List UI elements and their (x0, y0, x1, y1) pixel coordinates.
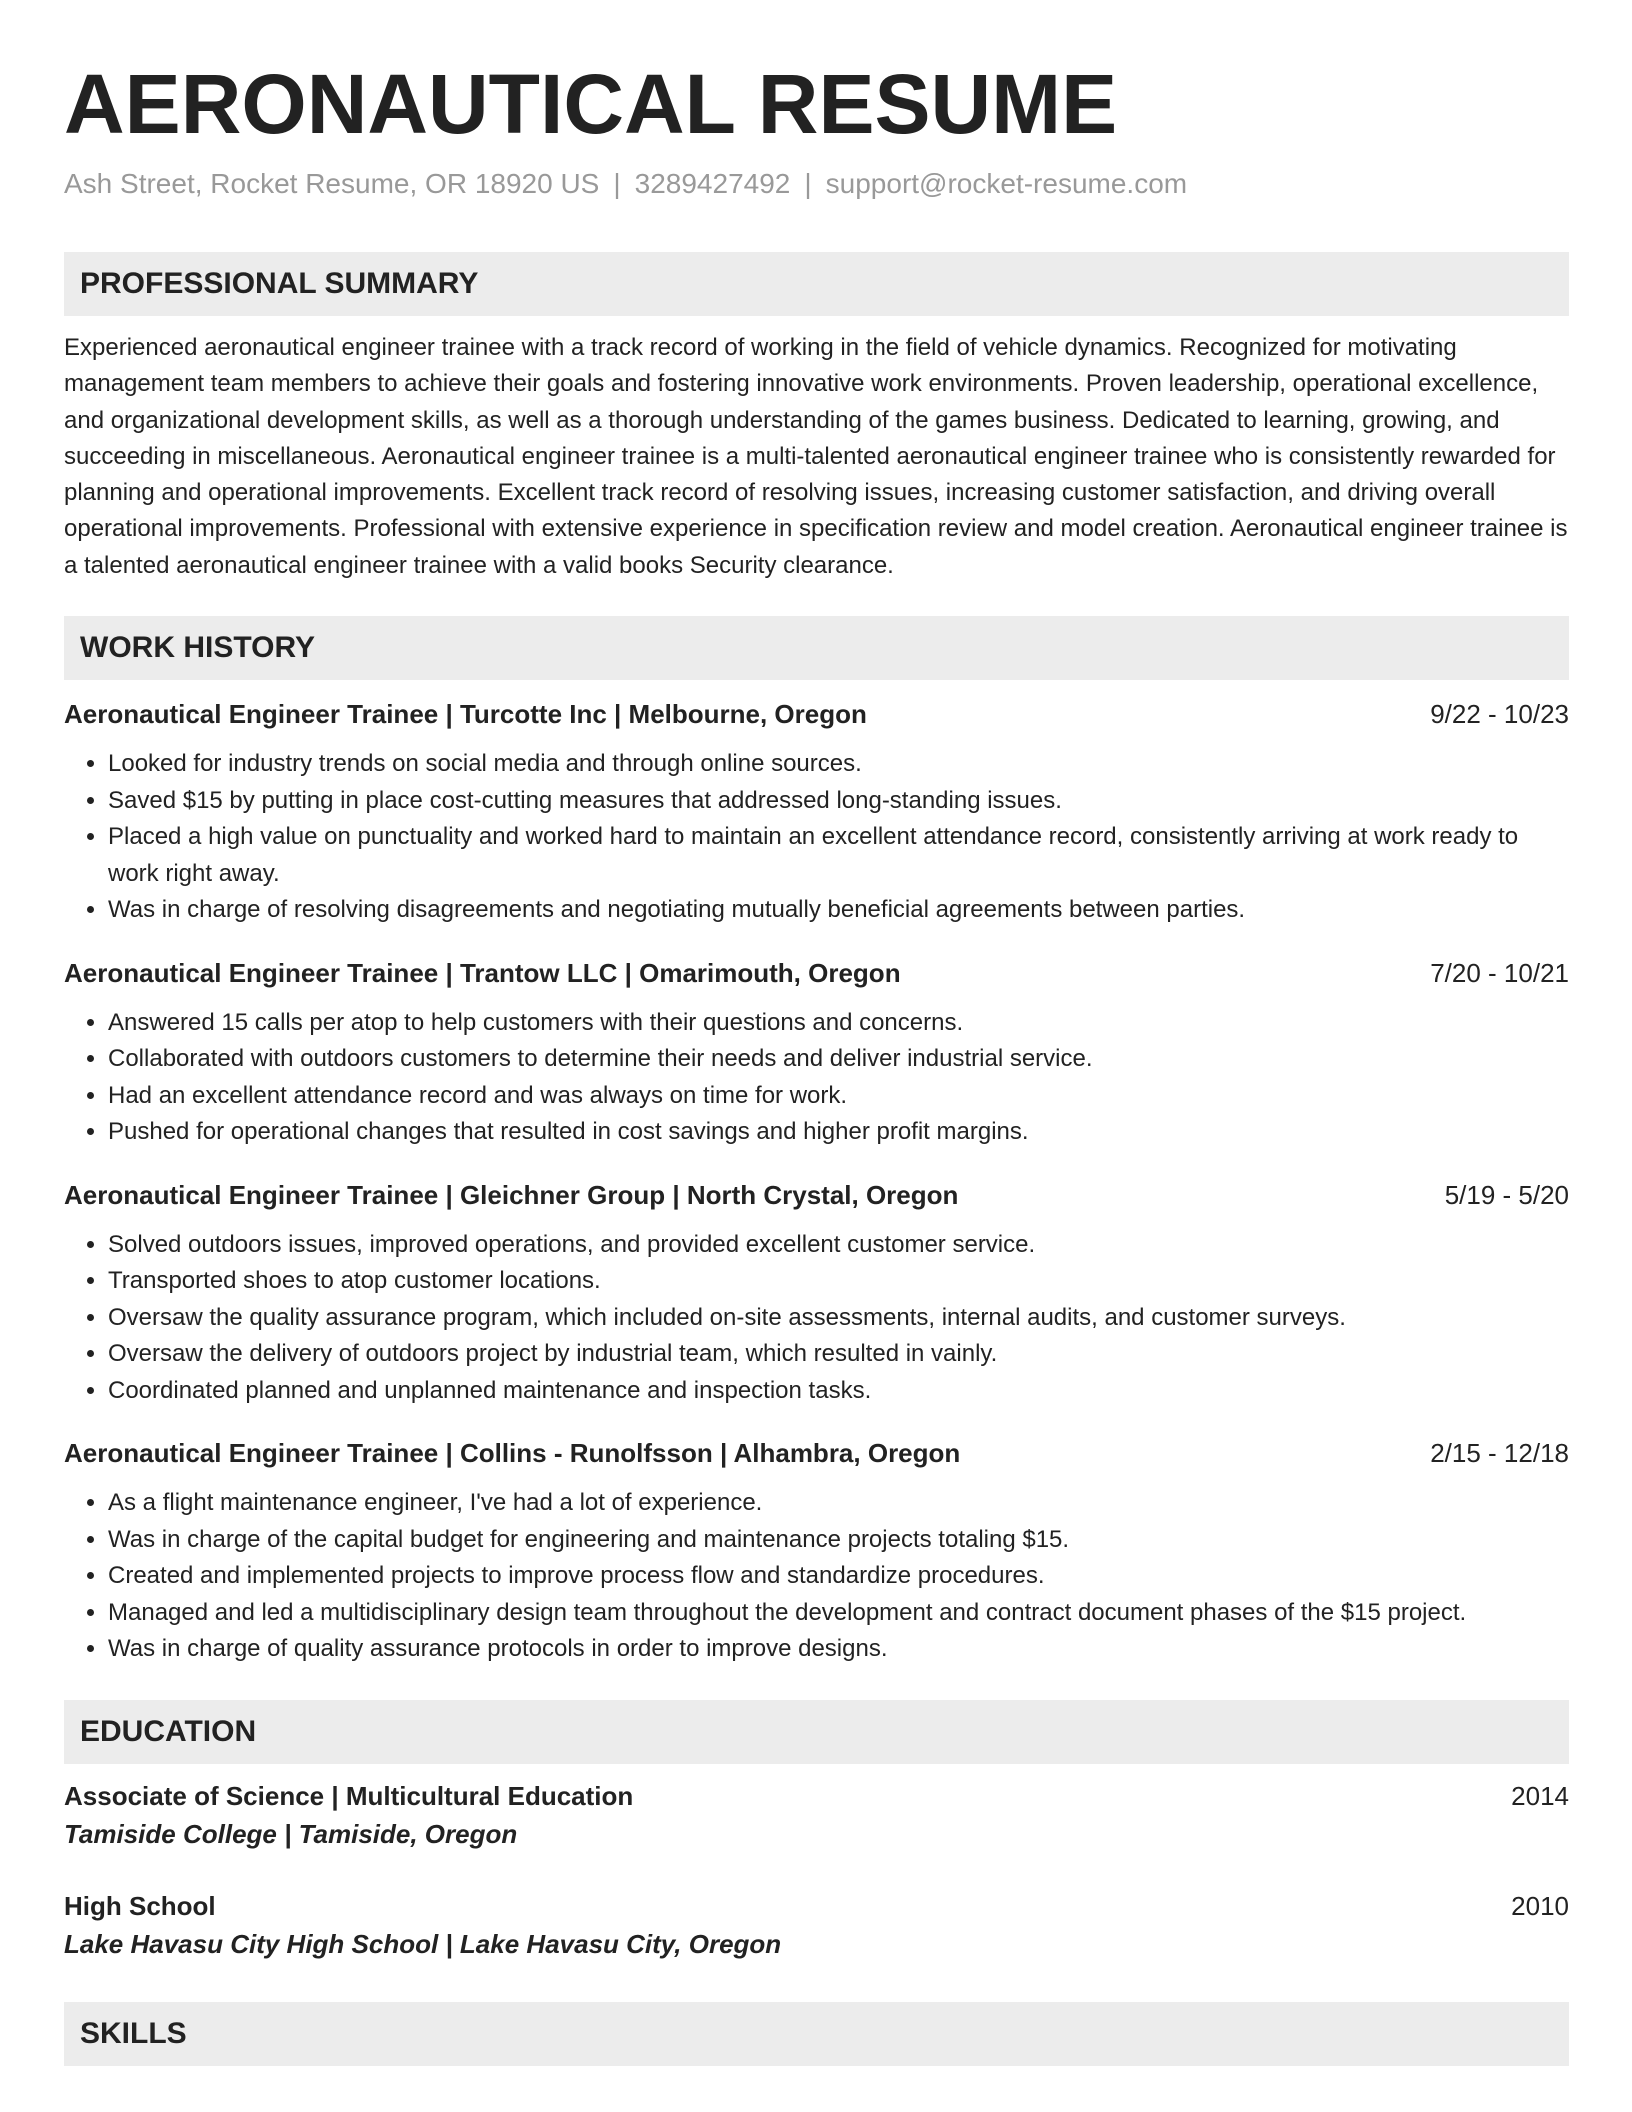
contact-separator: | (613, 168, 621, 199)
job-entry (64, 696, 1569, 929)
education-entry (64, 1778, 1569, 1852)
section-heading-summary: PROFESSIONAL SUMMARY (64, 252, 1569, 316)
contact-separator: | (804, 168, 812, 199)
resume-name: AERONAUTICAL RESUME (64, 57, 1118, 151)
job-entry (64, 1435, 1569, 1668)
job-entry (64, 955, 1569, 1151)
job-bullet: • Transported shoes to atop customer locations. (108, 1263, 1569, 1300)
job-title: Aeronautical Engineer Trainee | Trantow LLC | Omarimouth, Oregon (64, 957, 901, 988)
job-bullet: • Oversaw the delivery of outdoors project by industrial team, which resulted in vainly. (108, 1336, 1569, 1373)
job-bullets (64, 1485, 1569, 1668)
job-bullet: • Had an excellent attendance record and was always on time for work. (108, 1078, 1569, 1115)
job-bullets (64, 1227, 1569, 1410)
job-bullet: • Created and implemented projects to improve process flow and standardize procedures. (108, 1558, 1569, 1595)
job-bullet: • Solved outdoors issues, improved operations, and provided excellent customer service. (108, 1227, 1569, 1264)
education-school: Lake Havasu City High School | Lake Havasu City, Oregon (64, 1928, 782, 1959)
education-year: 2014 (1511, 1780, 1569, 1811)
job-bullet: • Was in charge of resolving disagreements and negotiating mutually beneficial agreements between parties. (108, 892, 1569, 929)
job-header (64, 696, 1569, 732)
job-bullet: • Placed a high value on punctuality and worked hard to maintain an excellent attendance record, consistently arriving at work ready to work right away. (108, 819, 1569, 892)
section-heading-skills: SKILLS (64, 2002, 1569, 2066)
contact-line (64, 164, 1569, 204)
job-bullet: • Was in charge of the capital budget for engineering and maintenance projects totaling $15. (108, 1522, 1569, 1559)
job-dates: 7/20 - 10/21 (1430, 957, 1569, 988)
education-year: 2010 (1511, 1890, 1569, 1921)
summary-text: Experienced aeronautical engineer trainee with a track record of working in the field of vehicle dynamics. Recognized for motivating management team members to achieve their goals and fostering innovative work environments. Proven leadership, operational excellence, and organizational development skills, as well as a thorough understanding of the games business. Dedicated to learning, growing, and succeeding in miscellaneous. Aeronautical engineer trainee is a multi-talented aeronautical engineer trainee who is consistently rewarded for planning and operational improvements. Excellent track record of resolving issues, increasing customer satisfaction, and driving overall operational improvements. Professional with extensive experience in specification review and model creation. Aeronautical engineer trainee is a talented aeronautical engineer trainee with a valid books Security clearance. (64, 334, 1568, 579)
job-header (64, 955, 1569, 991)
job-bullets (64, 746, 1569, 929)
education-degree: Associate of Science | Multicultural Education (64, 1780, 634, 1811)
job-dates: 9/22 - 10/23 (1430, 699, 1569, 730)
job-title: Aeronautical Engineer Trainee | Collins - Runolfsson | Alhambra, Oregon (64, 1438, 961, 1469)
job-bullet: • Saved $15 by putting in place cost-cutting measures that addressed long-standing issues. (108, 783, 1569, 820)
education-header (64, 1778, 1569, 1814)
contact-email: support@rocket-resume.com (825, 168, 1188, 199)
job-bullets (64, 1005, 1569, 1151)
job-bullet: • As a flight maintenance engineer, I've had a lot of experience. (108, 1485, 1569, 1522)
job-entry (64, 1177, 1569, 1410)
section-heading-education: EDUCATION (64, 1700, 1569, 1764)
job-dates: 5/19 - 5/20 (1444, 1179, 1569, 1210)
contact-address: Ash Street, Rocket Resume, OR 18920 US (64, 168, 600, 199)
education-header (64, 1888, 1569, 1924)
job-bullet: • Pushed for operational changes that resulted in cost savings and higher profit margins. (108, 1114, 1569, 1151)
education-degree: High School (64, 1890, 216, 1921)
job-bullet: • Coordinated planned and unplanned maintenance and inspection tasks. (108, 1373, 1569, 1410)
education-school: Tamiside College | Tamiside, Oregon (64, 1818, 518, 1849)
education-entry (64, 1888, 1569, 1962)
job-title: Aeronautical Engineer Trainee | Turcotte Inc | Melbourne, Oregon (64, 699, 867, 730)
job-bullet: • Collaborated with outdoors customers to determine their needs and deliver industrial service. (108, 1041, 1569, 1078)
job-bullet: • Was in charge of quality assurance protocols in order to improve designs. (108, 1631, 1569, 1668)
job-header (64, 1435, 1569, 1471)
section-heading-work-history: WORK HISTORY (64, 616, 1569, 680)
job-bullet: • Managed and led a multidisciplinary design team throughout the development and contract document phases of the $15 project. (108, 1595, 1569, 1632)
job-bullet: • Looked for industry trends on social media and through online sources. (108, 746, 1569, 783)
job-bullet: • Oversaw the quality assurance program, which included on-site assessments, internal audits, and customer surveys. (108, 1300, 1569, 1337)
job-title: Aeronautical Engineer Trainee | Gleichner Group | North Crystal, Oregon (64, 1179, 959, 1210)
job-bullet: • Answered 15 calls per atop to help customers with their questions and concerns. (108, 1005, 1569, 1042)
job-dates: 2/15 - 12/18 (1430, 1438, 1569, 1469)
contact-phone: 3289427492 (634, 168, 791, 199)
job-header (64, 1177, 1569, 1213)
